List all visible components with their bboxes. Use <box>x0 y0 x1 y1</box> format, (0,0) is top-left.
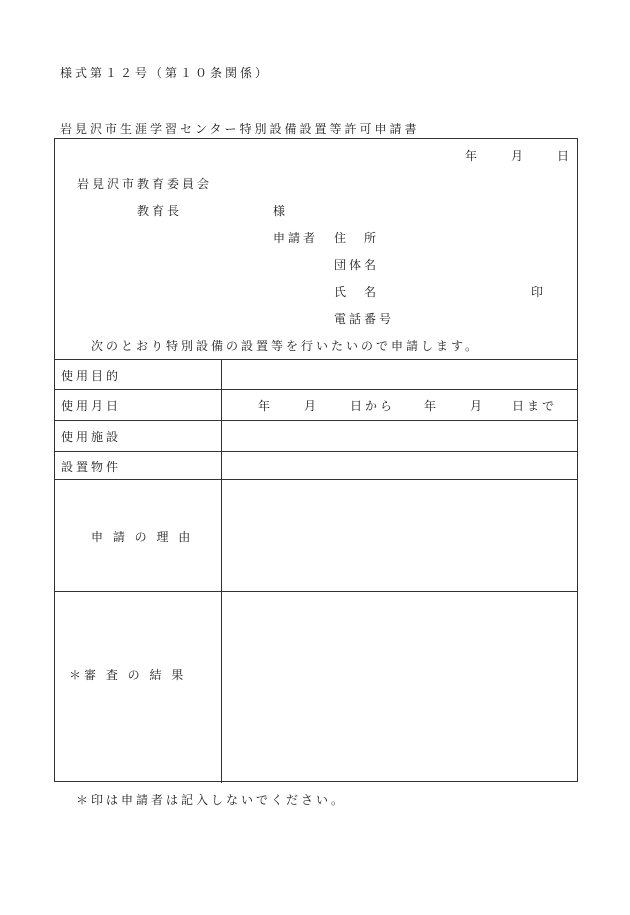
request-text: 次のとおり特別設備の設置等を行いたいので申請します。 <box>91 339 481 353</box>
facility-field[interactable] <box>222 421 578 451</box>
form-number: 様式第１２号（第１０条関係） <box>60 66 271 80</box>
reason-field[interactable] <box>222 480 578 591</box>
equipment-field[interactable] <box>222 452 578 479</box>
purpose-field[interactable] <box>222 360 578 389</box>
row-label-review: ＊審 査 の 結 果 <box>69 668 187 682</box>
period-to-month: 月 <box>470 399 486 413</box>
date-month: 月 <box>511 149 527 163</box>
period-from-day: 日から <box>350 399 396 413</box>
addressee-org: 岩見沢市教育委員会 <box>77 177 213 191</box>
seal-mark: 印 <box>531 285 547 299</box>
date-year: 年 <box>465 149 481 163</box>
period-from-month: 月 <box>304 399 320 413</box>
applicant-name-label: 氏 名 <box>334 285 380 299</box>
addressee-honorific: 様 <box>273 204 289 218</box>
row-label-date: 使用月日 <box>61 399 122 413</box>
period-to-day: 日まで <box>512 399 558 413</box>
row-label-purpose: 使用目的 <box>61 369 122 383</box>
period-to-year: 年 <box>424 399 440 413</box>
table-divider <box>55 389 577 390</box>
period-from-year: 年 <box>258 399 274 413</box>
applicant-label: 申請者 <box>273 231 319 245</box>
row-label-facility: 使用施設 <box>61 430 122 444</box>
applicant-phone-label: 電話番号 <box>334 312 395 326</box>
footnote: ＊印は申請者は記入しないでください。 <box>76 793 347 807</box>
applicant-address-label: 住 所 <box>334 231 380 245</box>
addressee-role: 教育長 <box>137 204 183 218</box>
document-title: 岩見沢市生涯学習センター特別設備設置等許可申請書 <box>60 122 420 136</box>
row-label-reason: 申 請 の 理 由 <box>91 530 194 544</box>
applicant-group-label: 団体名 <box>334 258 380 272</box>
date-day: 日 <box>557 149 573 163</box>
row-label-equipment: 設置物件 <box>61 460 122 474</box>
application-form <box>54 138 578 782</box>
review-field[interactable] <box>222 592 578 782</box>
